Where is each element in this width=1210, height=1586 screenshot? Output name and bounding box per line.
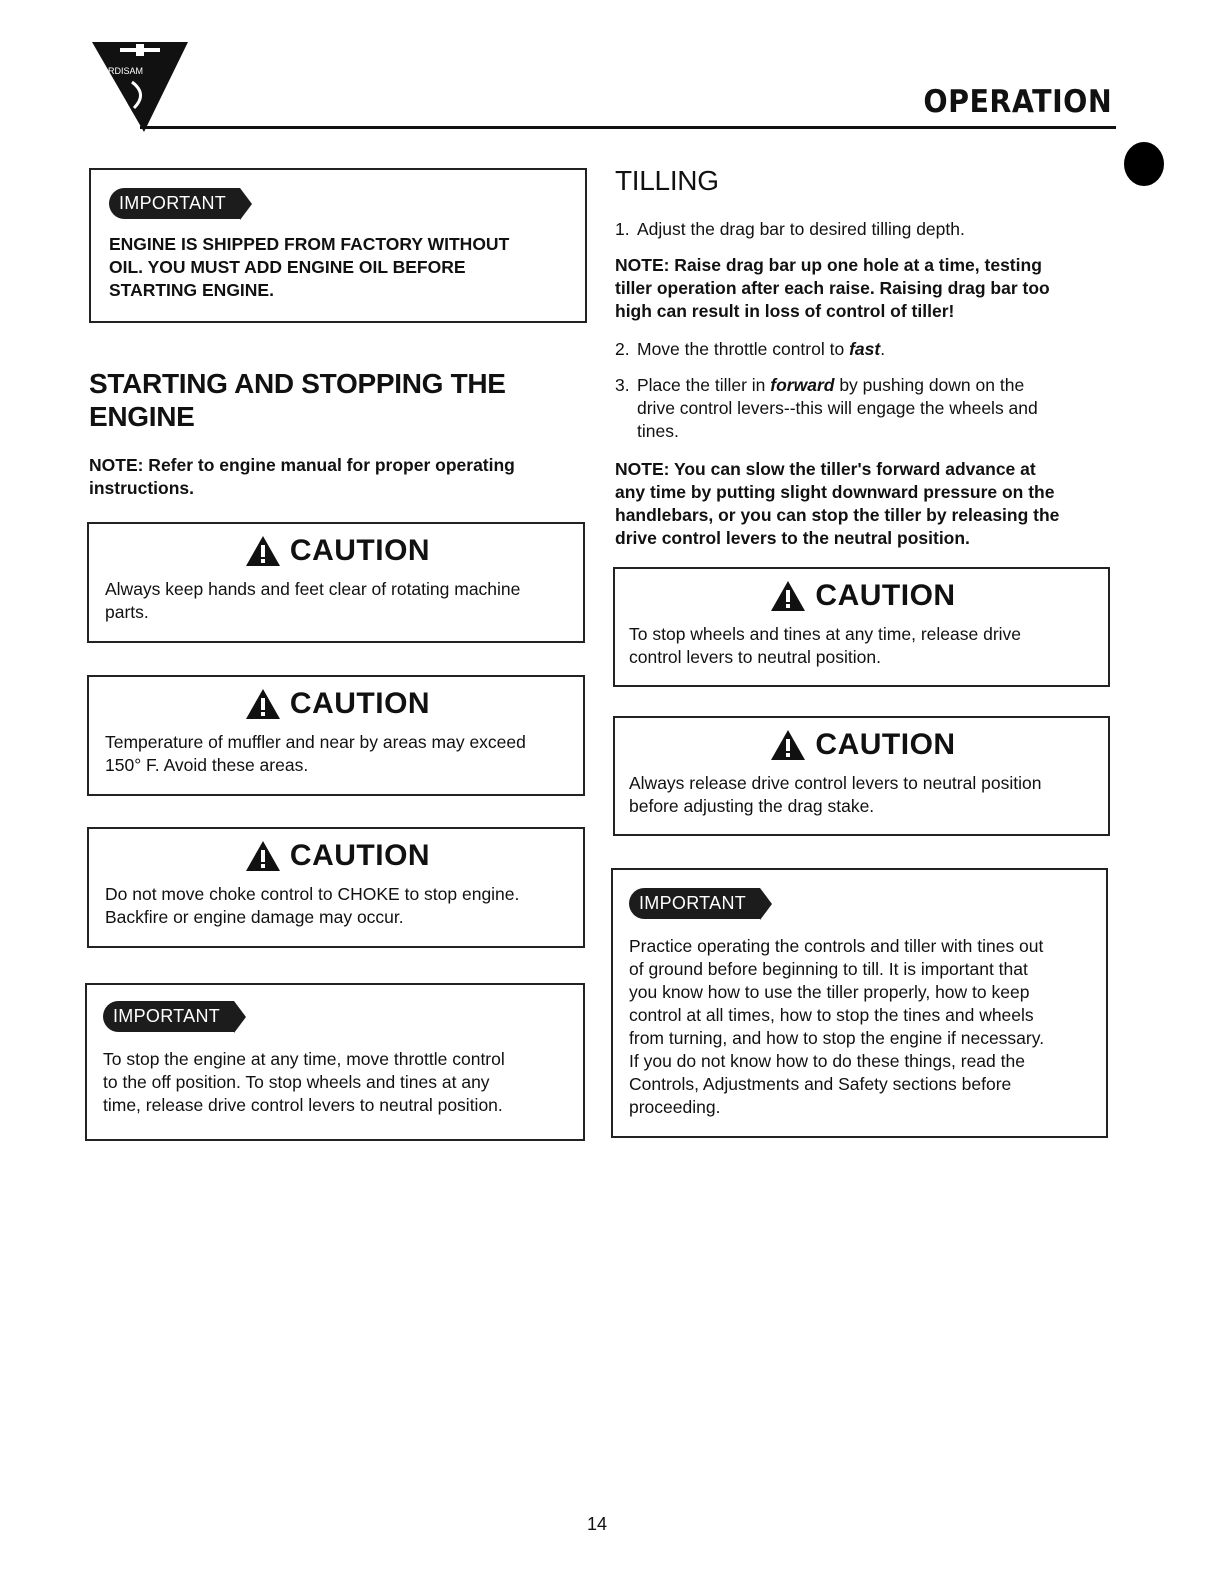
caution-box-stop-wheels (613, 567, 1110, 687)
caution-line: Temperature of muffler and near by areas may exceed (105, 732, 526, 752)
caution-heading (629, 579, 1096, 613)
important-box-practice (611, 868, 1108, 1138)
header-rule (140, 126, 1116, 129)
step-1 (615, 218, 965, 241)
step-text: tines. (637, 421, 679, 441)
caution-title: CAUTION (815, 728, 956, 761)
important-text (629, 935, 1094, 1119)
section-heading-tilling: TILLING (615, 165, 719, 196)
section-heading-starting-stopping (89, 367, 506, 433)
caution-box-muffler (87, 675, 585, 796)
note-line: NOTE: Refer to engine manual for proper operating (89, 455, 515, 475)
important-line: Practice operating the controls and tiller with tines out (629, 936, 1044, 956)
important-badge: IMPORTANT (109, 188, 240, 219)
important-line: ENGINE IS SHIPPED FROM FACTORY WITHOUT (109, 234, 510, 254)
page-title: OPERATION (923, 84, 1112, 120)
important-box-engine-oil (89, 168, 587, 323)
important-line: from turning, and how to stop the engine if necessary. (629, 1028, 1045, 1048)
page-number: 14 (587, 1514, 608, 1534)
warning-triangle-icon (769, 579, 807, 613)
step-text: by pushing down on the (834, 375, 1025, 395)
step-text: Move the throttle control to (637, 339, 850, 359)
caution-box-rotating-parts (87, 522, 585, 643)
important-badge: IMPORTANT (103, 1001, 234, 1032)
step-text: . (880, 339, 886, 359)
caution-line: 150° F. Avoid these areas. (105, 755, 309, 775)
important-line: STARTING ENGINE. (109, 280, 274, 300)
note-slow-advance (615, 458, 1059, 550)
important-line: proceeding. (629, 1097, 721, 1117)
step-text: Adjust the drag bar to desired tilling depth. (637, 219, 965, 239)
important-text (103, 1048, 569, 1117)
caution-text (629, 772, 1096, 818)
warning-triangle-icon (244, 839, 282, 873)
caution-line: Do not move choke control to CHOKE to stop engine. (105, 884, 520, 904)
important-text (109, 233, 569, 302)
caution-heading (629, 728, 1096, 762)
logo-wordmark: ARDISAM (102, 66, 144, 76)
warning-triangle-icon (244, 687, 282, 721)
caution-text (105, 731, 569, 777)
important-line: Controls, Adjustments and Safety sections before (629, 1074, 1012, 1094)
important-line: to the off position. To stop wheels and tines at any (103, 1072, 490, 1092)
caution-line: before adjusting the drag stake. (629, 796, 875, 816)
note-line: high can result in loss of control of tiller! (615, 301, 955, 321)
note-line: handlebars, or you can stop the tiller by releasing the (615, 505, 1060, 525)
step-text: Place the tiller in (637, 375, 771, 395)
important-line: time, release drive control levers to neutral position. (103, 1095, 503, 1115)
step-number: 2. (615, 339, 630, 359)
caution-line: Always keep hands and feet clear of rotating machine (105, 579, 521, 599)
ardisam-logo (92, 42, 188, 132)
caution-line: Backfire or engine damage may occur. (105, 907, 404, 927)
note-line: NOTE: Raise drag bar up one hole at a time, testing (615, 255, 1042, 275)
step-number: 1. (615, 219, 630, 239)
note-drag-bar (615, 254, 1050, 323)
caution-heading (105, 687, 569, 721)
caution-text (629, 623, 1096, 669)
note-line: instructions. (89, 478, 195, 498)
caution-box-choke (87, 827, 585, 948)
step-emphasis: forward (770, 375, 835, 395)
important-line: To stop the engine at any time, move throttle control (103, 1049, 505, 1069)
note-engine-manual (89, 454, 515, 500)
warning-triangle-icon (769, 728, 807, 762)
note-line: drive control levers to the neutral position. (615, 528, 970, 548)
important-badge: IMPORTANT (629, 888, 760, 919)
important-line: you know how to use the tiller properly, how to keep (629, 982, 1030, 1002)
caution-line: control levers to neutral position. (629, 647, 881, 667)
caution-box-drag-stake (613, 716, 1110, 836)
caution-title: CAUTION (815, 579, 956, 612)
caution-line: To stop wheels and tines at any time, release drive (629, 624, 1022, 644)
important-line: of ground before beginning to till. It is important that (629, 959, 1028, 979)
step-2 (615, 338, 885, 361)
step-emphasis: fast (849, 339, 881, 359)
caution-text (105, 578, 569, 624)
heading-line: ENGINE (89, 401, 195, 432)
step-3 (615, 374, 1038, 443)
caution-line: Always release drive control levers to neutral position (629, 773, 1042, 793)
important-line: control at all times, how to stop the tines and wheels (629, 1005, 1034, 1025)
section-tab-marker (1124, 142, 1164, 186)
note-line: NOTE: You can slow the tiller's forward advance at (615, 459, 1036, 479)
caution-line: parts. (105, 602, 149, 622)
step-number: 3. (615, 375, 630, 395)
note-line: any time by putting slight downward pressure on the (615, 482, 1055, 502)
important-box-stop-engine (85, 983, 585, 1141)
important-line: OIL. YOU MUST ADD ENGINE OIL BEFORE (109, 257, 466, 277)
caution-text (105, 883, 569, 929)
note-line: tiller operation after each raise. Raising drag bar too (615, 278, 1050, 298)
caution-title: CAUTION (289, 534, 431, 567)
warning-triangle-icon (244, 534, 282, 568)
step-text: drive control levers--this will engage the wheels and (637, 398, 1038, 418)
heading-line: STARTING AND STOPPING THE (89, 368, 506, 399)
caution-heading (105, 534, 569, 568)
caution-heading (105, 839, 569, 873)
caution-title: CAUTION (289, 839, 431, 872)
important-line: If you do not know how to do these things, read the (629, 1051, 1025, 1071)
caution-title: CAUTION (289, 687, 431, 720)
